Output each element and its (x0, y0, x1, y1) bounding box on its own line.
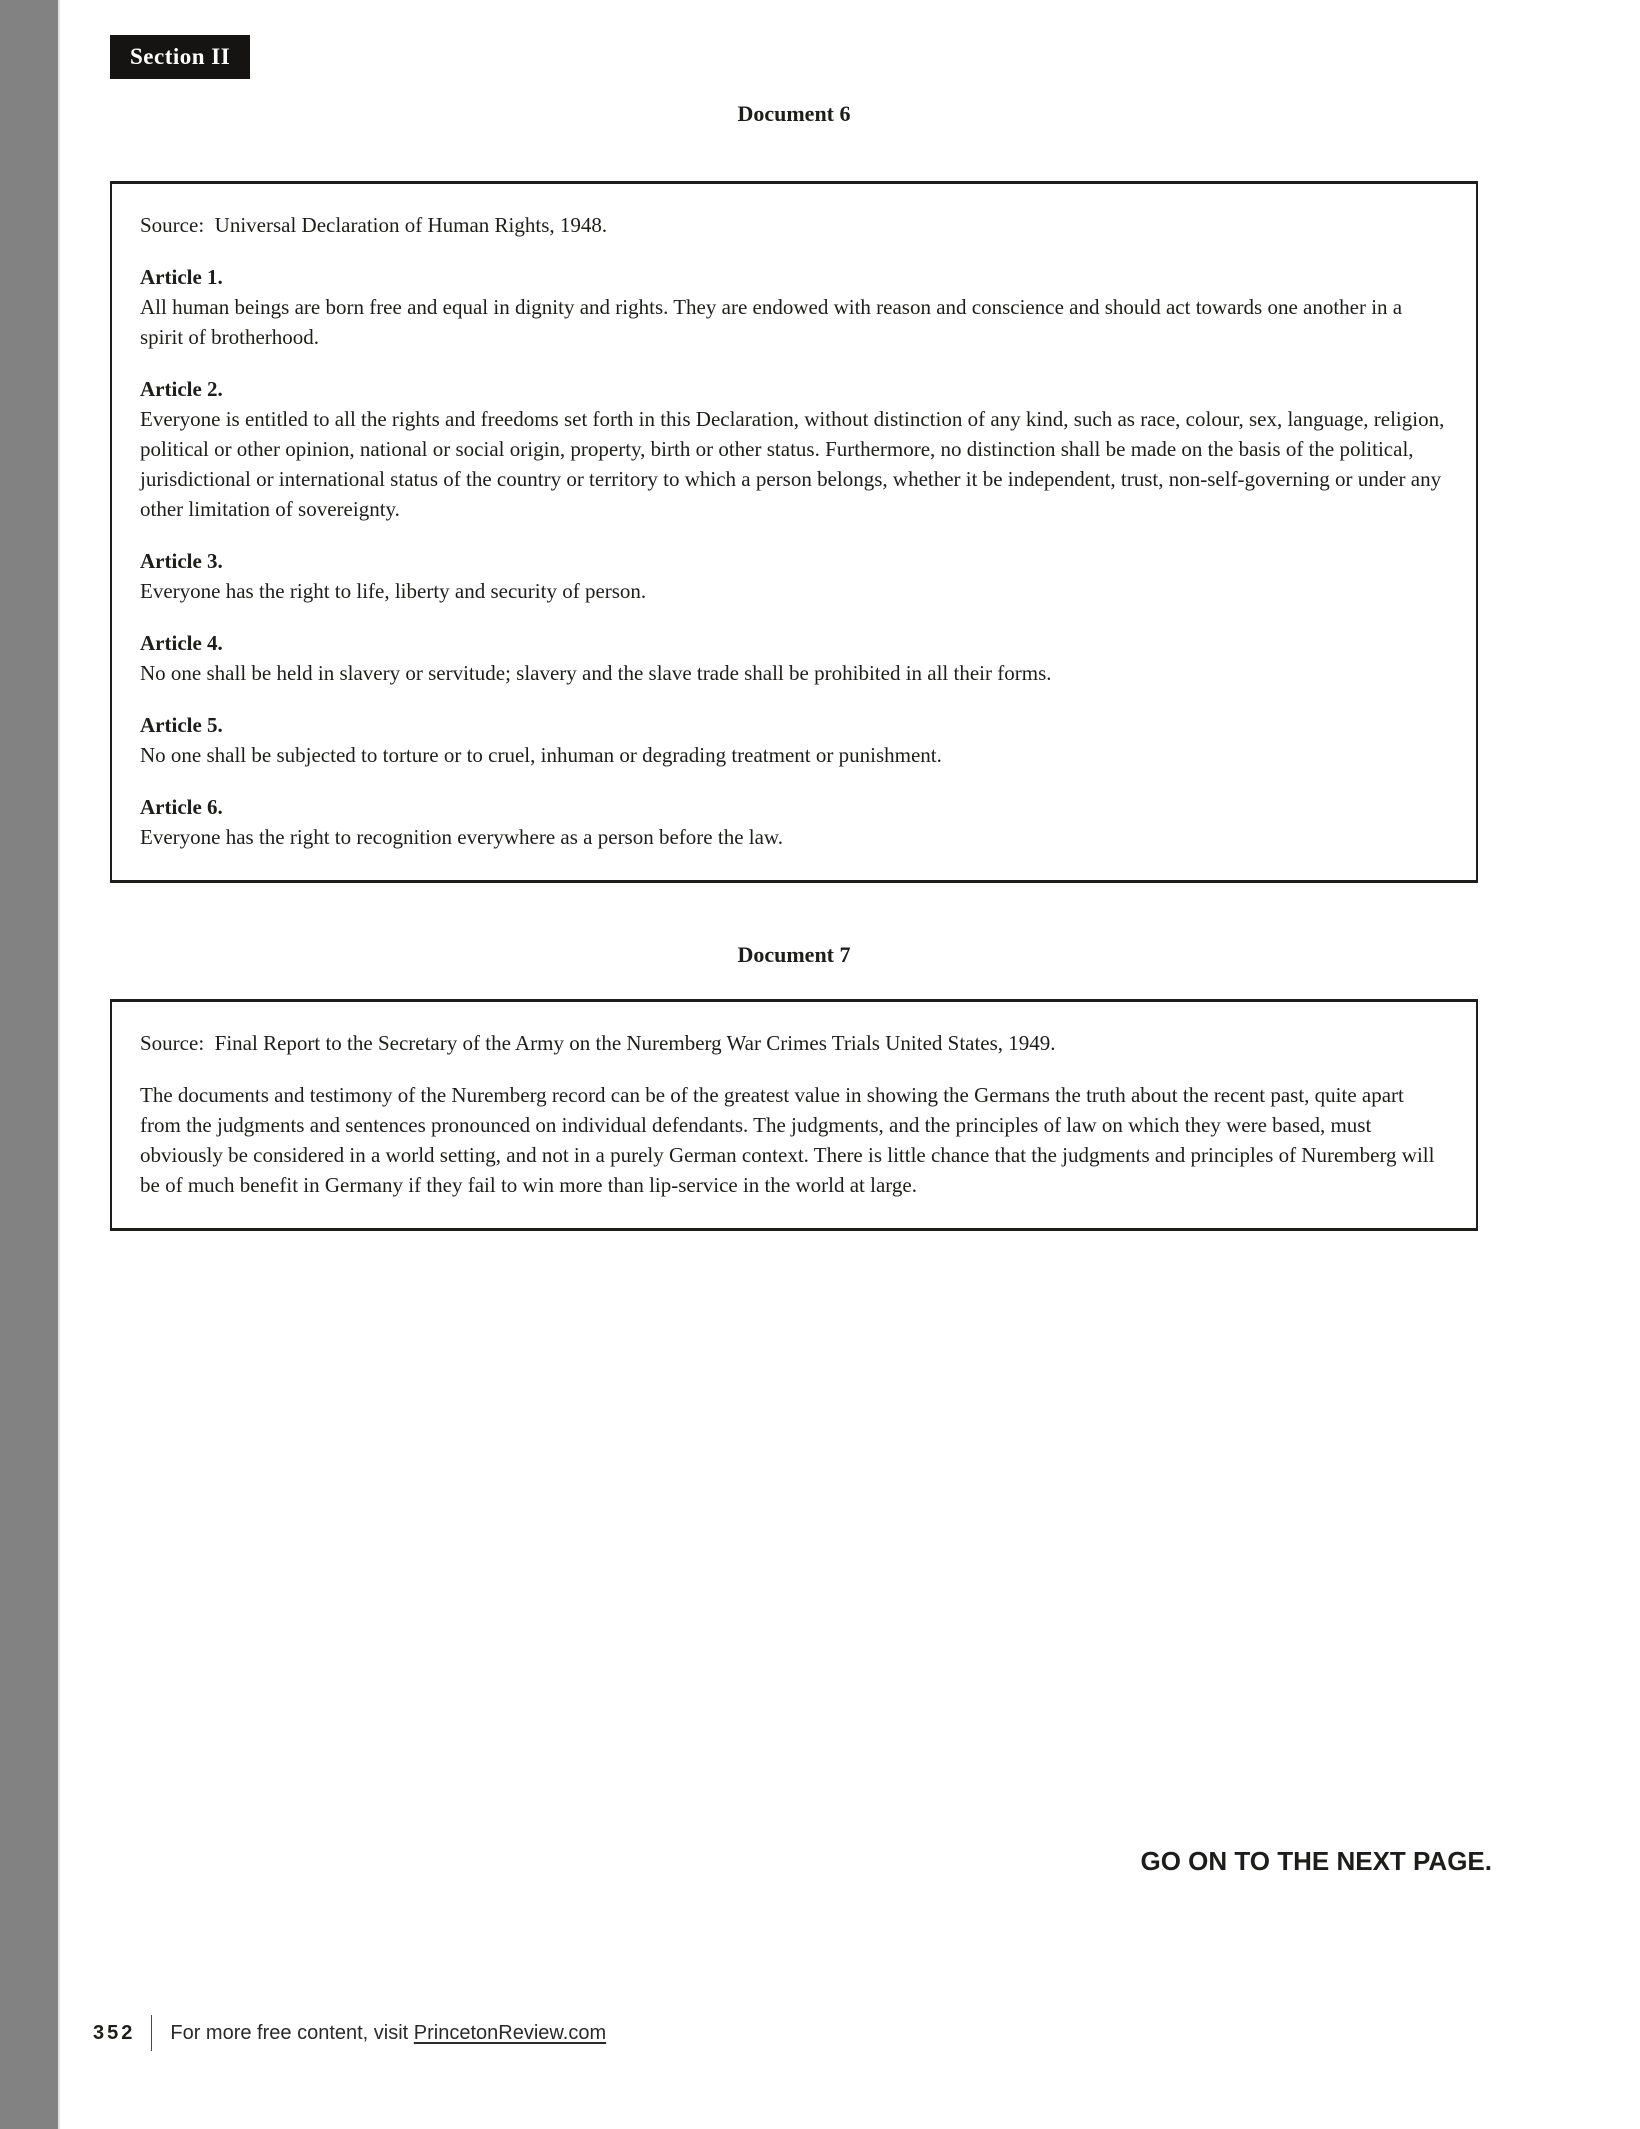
article-4-text: No one shall be held in slavery or servitude; slavery and the slave trade shall be prohibited in all their forms. (140, 661, 1052, 685)
document-7-title: Document 7 (737, 942, 851, 967)
document-7-source: Source: Final Report to the Secretary of the Army on the Nuremberg War Crimes Trials United States, 1949. (140, 1031, 1056, 1055)
footer-divider (151, 2015, 152, 2051)
article-5-heading: Article 5. (140, 713, 223, 737)
document-7-body: The documents and testimony of the Nuremberg record can be of the greatest value in showing the Germans the truth about the recent past, quite apart from the judgments and sentences pronounced on individual defendants. The judgments, and the principles of law on which they were based, must obviously be considered in a world setting, and not in a purely German context. There is little chance that the judgments and principles of Nuremberg will be of much benefit in Germany if they fail to win more than lip-service in the world at large. (140, 1083, 1435, 1197)
article-2-text: Everyone is entitled to all the rights and freedoms set forth in this Declaration, without distinction of any kind, such as race, colour, sex, language, religion, political or other opinion, national or social origin, property, birth or other status. Furthermore, no distinction shall be made on the basis of the political, jurisdictional or international status of the country or territory to which a person belongs, whether it be independent, trust, non-self-governing or under any other limitation of sovereignty. (140, 407, 1445, 521)
document-6-source: Source: Universal Declaration of Human Rights, 1948. (140, 213, 608, 237)
article-6-heading: Article 6. (140, 795, 223, 819)
princeton-review-link[interactable]: PrincetonReview.com (413, 2021, 607, 2044)
section-label: Section II (110, 35, 250, 79)
article-3-text: Everyone has the right to life, liberty and security of person. (140, 579, 647, 603)
go-on-instruction: GO ON TO THE NEXT PAGE. (1140, 1846, 1492, 1876)
page-content (110, 100, 1478, 1231)
article-4-heading: Article 4. (140, 631, 223, 655)
article-2 (140, 374, 1448, 524)
article-4 (140, 628, 1448, 688)
document-6-title: Document 6 (737, 101, 851, 126)
article-6 (140, 792, 1448, 852)
article-1-heading: Article 1. (140, 265, 223, 289)
document-6-box (110, 181, 1478, 883)
document-7-box (110, 999, 1478, 1231)
article-1-text: All human beings are born free and equal in dignity and rights. They are endowed with reason and conscience and should act towards one another in a spirit of brotherhood. (140, 295, 1403, 349)
article-5 (140, 710, 1448, 770)
article-1 (140, 262, 1448, 352)
footer-promo-text: For more free content, visit (170, 2021, 414, 2044)
article-5-text: No one shall be subjected to torture or to cruel, inhuman or degrading treatment or punishment. (140, 743, 942, 767)
article-3-heading: Article 3. (140, 549, 223, 573)
page-edge-bar (0, 0, 60, 2129)
article-6-text: Everyone has the right to recognition everywhere as a person before the law. (140, 825, 783, 849)
article-2-heading: Article 2. (140, 377, 223, 401)
article-3 (140, 546, 1448, 606)
page-number: 352 (93, 2021, 136, 2044)
page-footer (93, 2013, 606, 2053)
